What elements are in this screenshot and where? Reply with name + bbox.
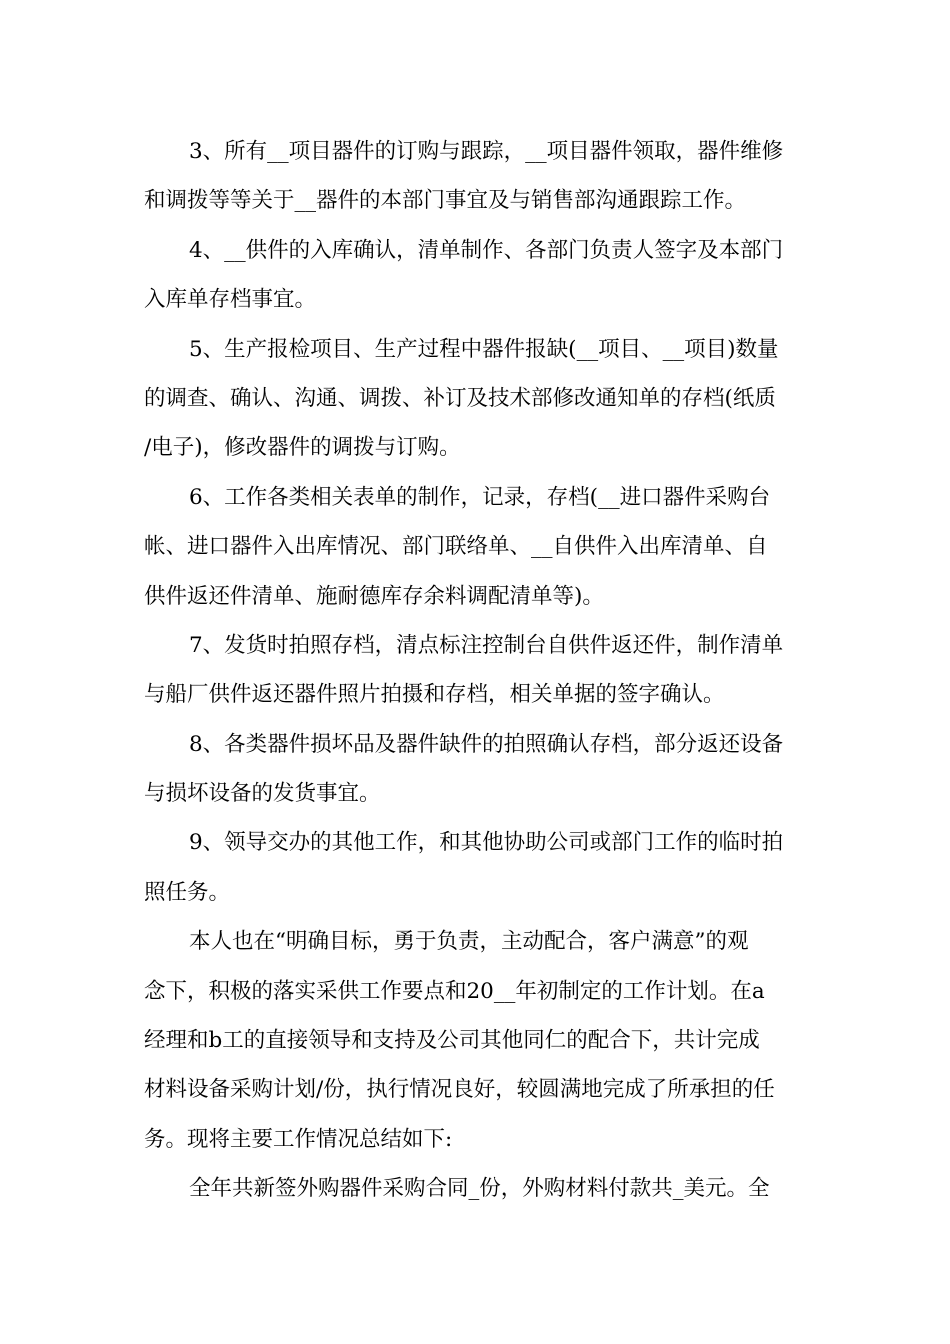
paragraph-item-6 — [144, 473, 810, 621]
paragraph-line: 4、__供件的入库确认，清单制作、各部门负责人签字及本部门 — [189, 237, 784, 263]
paragraph-line: 9、领导交办的其他工作，和其他协助公司或部门工作的临时拍 — [189, 830, 784, 856]
paragraph-line: 材料设备采购计划/份，执行情况良好，较圆满地完成了所承担的任 — [144, 1077, 775, 1103]
paragraph-line: 本人也在“明确目标，勇于负责，主动配合，客户满意”的观 — [189, 929, 749, 955]
paragraph-line: 8、各类器件损坏品及器件缺件的拍照确认存档，部分返还设备 — [189, 731, 784, 757]
paragraph-line: 和调拨等等关于__器件的本部门事宜及与销售部沟通跟踪工作。 — [144, 188, 747, 214]
paragraph-line: 7、发货时拍照存档，清点标注控制台自供件返还件，制作清单 — [189, 632, 784, 658]
paragraph-line: 5、生产报检项目、生产过程中器件报缺(__项目、__项目)数量 — [189, 336, 779, 362]
paragraph-line: 与损坏设备的发货事宜。 — [144, 781, 381, 807]
paragraph-item-5 — [144, 325, 810, 473]
paragraph-contracts — [144, 1164, 810, 1213]
paragraph-item-7 — [144, 621, 810, 720]
paragraph-line: 3、所有__项目器件的订购与跟踪，__项目器件领取，器件维修 — [189, 139, 784, 164]
paragraph-line: 全年共新签外购器件采购合同_份，外购材料付款共_美元。全 — [189, 1176, 770, 1202]
paragraph-line: 帐、进口器件入出库情况、部门联络单、__自供件入出库清单、自 — [144, 534, 768, 560]
paragraph-line: /电子)，修改器件的调拨与订购。 — [144, 435, 461, 461]
paragraph-item-3 — [144, 127, 810, 226]
paragraph-line: 入库单存档事宜。 — [144, 287, 317, 313]
paragraph-item-9 — [144, 818, 810, 917]
document-body — [144, 127, 810, 1214]
paragraph-line: 经理和b工的直接领导和支持及公司其他同仁的配合下，共计完成 — [144, 1028, 760, 1054]
paragraph-line: 供件返还件清单、施耐德库存余料调配清单等)。 — [144, 583, 604, 609]
paragraph-line: 的调查、确认、沟通、调拨、补订及技术部修改通知单的存档(纸质 — [144, 385, 776, 411]
paragraph-summary — [144, 917, 810, 1164]
paragraph-line: 6、工作各类相关表单的制作，记录，存档(__进口器件采购台 — [189, 484, 771, 510]
paragraph-item-4 — [144, 226, 810, 325]
paragraph-line: 与船厂供件返还器件照片拍摄和存档，相关单据的签字确认。 — [144, 682, 725, 708]
paragraph-item-8 — [144, 720, 810, 819]
paragraph-line: 照任务。 — [144, 879, 231, 905]
paragraph-line: 念下，积极的落实采供工作要点和20__年初制定的工作计划。在a — [144, 978, 765, 1004]
paragraph-line: 务。现将主要工作情况总结如下: — [144, 1126, 453, 1152]
